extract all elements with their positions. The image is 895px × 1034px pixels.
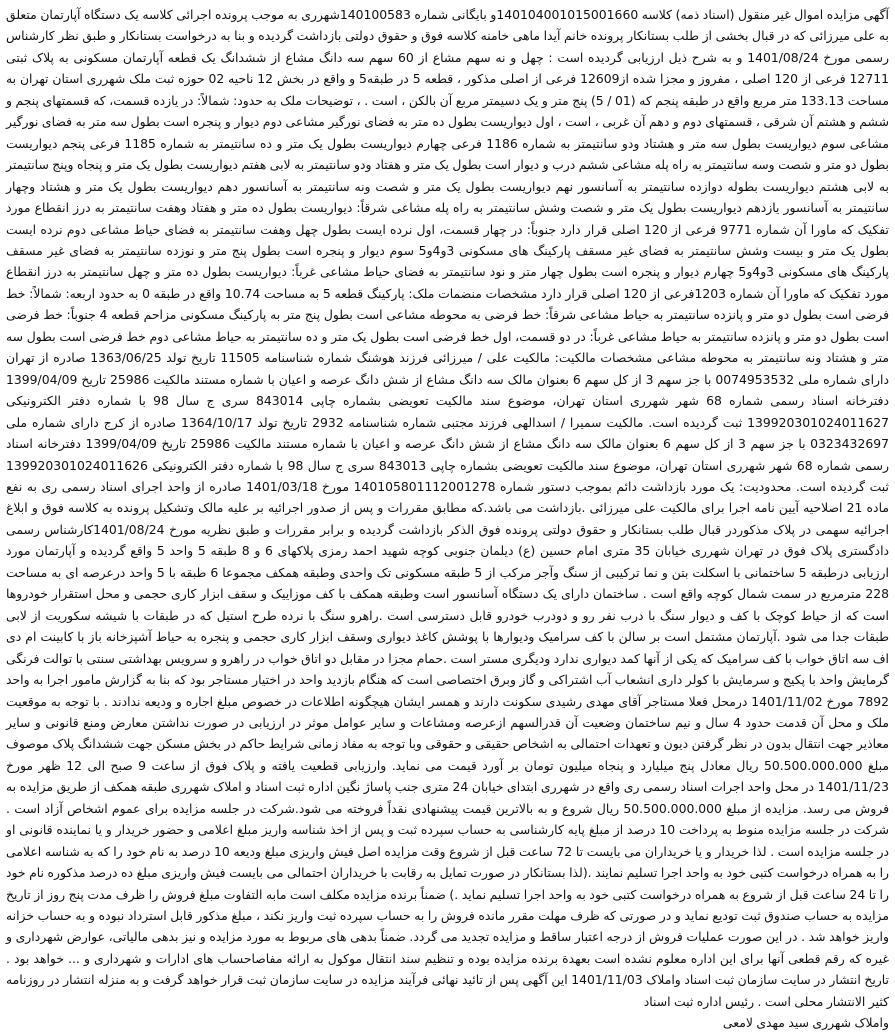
notice-body-text: آگهی مزایده اموال غیر منقول (اسناد ذمه) کلاسه 140104001015001660و بایگانی شماره 140100583شهرری به موجب پرونده اجرائی کلاسه یک دستگاه آپارتمان متعلق به علی میرزائی که در قبال بخشی از طلب بستانکار پرونده خانم آیدا ماهی خامنه کلاسه فوق و حقوق دولتی بازداشت گردیده و بنا به درخواست بستانکار و طبق نظر کارشناس رسمی مورخ 1401/08/24 و به شرح ذیل ارزیابی گردیده است : چهل و نه سهم مشاع از 60 سهم سه دانگ مشاع از ششدانگ یک قطعه آپارتمان مسکونی به پلاک ثبتی 12711 فرعی از 120 اصلی ، مفروز و مجزا شده از12609 فرعی از اصلی مذکور ، قطعه 5 در طبقه5 و واقع در بخش 12 ناحیه 02 حوزه ثبت ملک شهرری استان تهران به مساحت 133.13 متر مربع واقع در طبقه پنجم که (01 / 5) پنج متر و یک دسیمتر مربع آن بالکن ، است . ، توضیحات ملک به حدود: شمالاً: در یازده قسمت، که قسمتهای پنجم و ششم و هشتم آن شرقی ، قسمتهای دوم و دهم آن غربی ، است ، اول دیواریست بطول ده متر به فضای نورگیر مشاعی دوم دیوار و پنجره است بطول سه متر به فضای نورگیر مشاعی سوم دیواریست بطول سه متر و هشتاد ودو سانتیمتر به شماره 1186 فرعی چهارم دیواریست بطول یک متر و ده سانتیمتر به شماره 1185 فرعی پنجم دیواریست بطول دو متر و شصت وسه سانتیمتر به راه پله مشاعی ششم درب و دیوار است بطول یک متر و هفتاد ودو سانتیمتر به لابی هفتم دیواریست بطول یک متر و پنجاه وپنج سانتیمتر به لابی هشتم دیواریست بطوله دوازده سانتیمتر به آسانسور نهم دیواریست بطول یک متر و شصت ونه سانتیمتر به آسانسور دهم دیواریست بطول یک متر و هشتاد وچهار سانتیمتر به آسانسور یازدهم دیواریست بطول یک متر و شصت وشش سانتیمتر به راه پله مشاعی شرقاً: دیواریست بطول ده متر و هفتاد وهفت سانتیمتر به درز انقطاع مورد تفکیک که ماورا آن شماره 9771 فرعی از 120 اصلی قرار دارد جنوباً: در چهار قسمت، اول نرده ایست بطول چهل وهفت سانتیمتر به فضای حیاط مشاعی دوم نرده ایست بطول یک متر و بیست وشش سانتیمتر به فضای غیر مسقف پارکینگ های مسکونی 3و4و5 سوم دیوار و پنجره است بطول پنج متر و نوزده سانتیمتر به فضای غیر مسقف پارکینگ های مسکونی 3و4و5 چهارم دیوار و پنجره است بطول چهار متر و نود سانتیمتر به فضای حیاط مشاعی غرباً: دیواریست بطول ده متر و چهل سانتیمتر به درز انقطاع مورد تفکیک که ماورا آن شماره 1203فرعی از 120 اصلی قرار دارد مشخصات منضمات ملک: پارکینگ قطعه 5 به مساحت 10.74 واقع در طبقه 0 به حدود اربعه: شمالاً: خط فرضی است بطول دو متر و پانزده سانتیمتر به حیاط مشاعی شرقاً: خط فرضی به محوطه مشاعی است بطول پنج متر به پارکینگ مسکونی مزاحم قطعه 4 جنوباً: خط فرضی است بطول دو متر و پانزده سانتیمتر به حیاط مشاعی غرباً: در دو قسمت، اول خط فرضی است بطول یک متر و ده سانتیمتر به حیاط مشاعی دوم خط فرضی است بطول سه متر و هشتاد ونه سانتیمتر به محوطه مشاعی مشخصات مالکیت: مالکیت علی / میرزائی فرزند هوشنگ شماره شناسنامه 11505 تاریخ تولد 1363/06/25 صادره از تهران دارای شماره ملی 0074953532 با جز سهم 3 از کل سهم 6 بعنوان مالک سه دانگ مشاع از شش دانگ عرصه و اعیان با شماره مستند مالکیت 25986 تاریخ 1399/04/09 دفترخانه اسناد رسمی شماره 68 شهر شهرری استان تهران، موضوع سند مالکیت تعویضی بشماره چاپی 843014 سری ج سال 98 با شماره دفتر الکترونیکی 139920301024011627 ثبت گردیده است. مالکیت سمیرا / اسدالهی فرزند مجتبی شماره شناسنامه 2932 تاریخ تولد 1364/10/17 صادره از کرج دارای شماره ملی 0323432697 با جز سهم 3 از کل سهم 6 بعنوان مالک سه دانگ مشاع از شش دانگ عرصه و اعیان با شماره مستند مالکیت 25986 تاریخ 1399/04/09 دفترخانه اسناد رسمی شماره 68 شهر شهرری استان تهران، موضوع سند مالکیت تعویضی بشماره چاپی 843013 سری ج سال 98 با شماره دفتر الکترونیکی 139920301024011626 ثبت گردیده است. محدودیت: یک مورد بازداشت دائم بموجب دستور شماره 140105801112001278 مورخ 1401/03/18 صادره از واحد اجرای اسناد رسمی ری به نفع ماده 21 اصلاحیه آیین نامه اجرا برای مالکیت علی میرزائی .بازداشت می باشد.که مطابق مقررات و پس از صدور اجرائیه بر علیه مالک وتشکیل پرونده به کلاسه فوق و ابلاغ اجرائیه سهمی در پلاک مذکوردر قبال طلب بستانکار و حقوق دولتی پرونده فوق الذکر بازداشت گردیده و برابر مقررات و طبق نظریه مورخ 1401/08/24کارشناس رسمی دادگستری پلاک فوق در تهران شهرری خیابان 35 متری امام حسین (ع) دیلمان جنوبی کوچه شهید احمد رمزی پلاکهای 6 و 8 طبقه 5 واحد 5 واقع گردیده و آپارتمان مورد ارزیابی درطبقه 5 ساختمانی با اسکلت بتن و نما ترکیبی از سنگ وآجر مرکب از 5 طبقه مسکونی تک واحدی وطبقه همکف مجموعا 6 طبقه با 5 واحد درعرصه ای به مساحت 228 مترمربع در سمت شمال کوچه واقع است . ساختمان دارای یک دستگاه آسانسور است وطبقه همکف با کف موزاییک و سقف ابزار کاری حجمی و محل استقرار خودروها است که از حیاط کوچک با کف و دیوار سنگ با درب نفر رو و دودرب خودرو قابل دسترسی است .راهرو سنگ با نرده طرح استیل که در طبقات با شیشه سکوریت از لابی طبقات جدا می شود .آپارتمان مشتمل است بر سالن با کف سرامیک ودیوارها با پوشش کاغذ دیواری وسقف ابزار کاری حجمی و پنجره به حیاط آشپزخانه باز با کابینت ام دی اف سه اتاق خواب با کف سرامیک که یکی از آنها کمد دیواری ندارد ودیگری مستر است .حمام مجزا در مقابل دو اتاق خواب در راهرو و سرویس بهداشتی سنتی با توالت فرنگی گرمایش واحد با پکیج و سرمایش با کولر داری انشعاب آب اشتراکی و گاز وبرق اختصاصی است که هنگام بازدید واحد در اختیار مستاجر بود که بنا به گزارش مامور اجرا به واحد 7892 مورخ 1401/11/02 درمحل فعلا مستاجر آقای مهدی رشیدی سکونت دارند و همسر ایشان هیچگونه اطلاعات در خصوص مبلغ اجاره و ودیعه ندادند . با توجه به موقعیت ملک و محل آن قدمت حدود 4 سال و نیم ساختمان وضعیت آن قدرالسهم ازعرصه ومشاعات و سایر عوامل موثر در ارزیابی در صورت نداشتن معارض ومنع قانونی و سایر معاذیر جهت انتقال بدون در نظر گرفتن دیون و تعهدات احتمالی به اشخاص حقیقی و حقوقی وبا توجه به مفاد زمانی شرایط حاکم در بخش مسکن جهت ششدانگ پلاک موصوف مبلغ 50.500.000.000 ریال معادل پنج میلیارد و پنجاه میلیون تومان بر آورد قیمت می نماید. وارزیابی قطعیت یافته و پلاک فوق از ساعت 9 صبح الی 12 ظهر مورخ 1401/11/23 در محل واحد اجرات اسناد رسمی ری واقع در شهرری ابتدای خیابان 24 متری جنب پاساژ نگین اداره ثبت اسناد و املاک شهرری طبقه همکف از طریق مزایده به فروش می رسد. مزایده از مبلغ 50.500.000.000 ریال شروع و به بالاترین قیمت پیشنهادی نقداً فروخته می شود.شرکت در جلسه مزایده برای عموم اشخاص آزاد است . شرکت در جلسه مزایده منوط به پرداخت 10 درصد از مبلغ پایه کارشناسی به حساب سپرده ثبت و پس از اخذ شناسه واریز مبلغ اعلامی و حضور خریدار و یا نماینده قانونی او در جلسه مزایده است . لذا خریدار و یا خریداران می بایست تا 72 ساعت قبل از شروع وقت مزایده اصل فیش واریزی مبلغ ودیعه 10 درصد به نام خود را که به شناسه اعلامی را به همراه درخواست کتبی خود به واحد اجرا تسلیم نمایند .(لذا بستانکار در صورت تمایل به رقابت با خریداران احتمالی می بایست فیش واریزی مبلغ ده درصد مذکوره نام خود را تا 24 ساعت قبل از شروع به همراه درخواست کتبی خود به واحد اجرا تسلیم نماید .) ضمناً برنده مزایده مکلف است مابه التفاوت مبلغ فروش را ظرف مدت پنج روز از تاریخ مزایده به حساب صندوق ثبت تودیع نماید و در صورتی که ظرف مهلت مقرر مانده فروش را به حساب سپرده ثبت واریز نکند ، مبلغ مذکور قابل استرداد نبوده و به حساب خزانه واریز خواهد شد . در این صورت عملیات فروش از درجه اعتبار ساقط و مزایده تجدید می گردد. ضمناً بدهی های مربوط به مورد مزایده و نیز بدهی مالیاتی، عوارض شهرداری و غیره که رقم قطعی آنها برای این اداره معلوم نشده است بعهدة برنده مزایده بوده و تنظیم سند انتقال موکول به ارائه مفاصاحساب های ادارات و شهرداری و ... خواهد بود . تاریخ انتشار در سایت سازمان ثبت اسناد واملاک 1401/11/03 این آگهی پس از تائید نهائی فرآیند مزایده در سایت سازمان ثبت قرار خواهد گرفت و به منزله انتشار در روزنامه کثیر الانتشار محلی است . رئیس اداره ثبت اسناد [6,7,890,1009]
notice-signature: واملاک شهرری سید مهدی لامعی [722,1015,889,1031]
auction-notice-document [6,4,890,1031]
